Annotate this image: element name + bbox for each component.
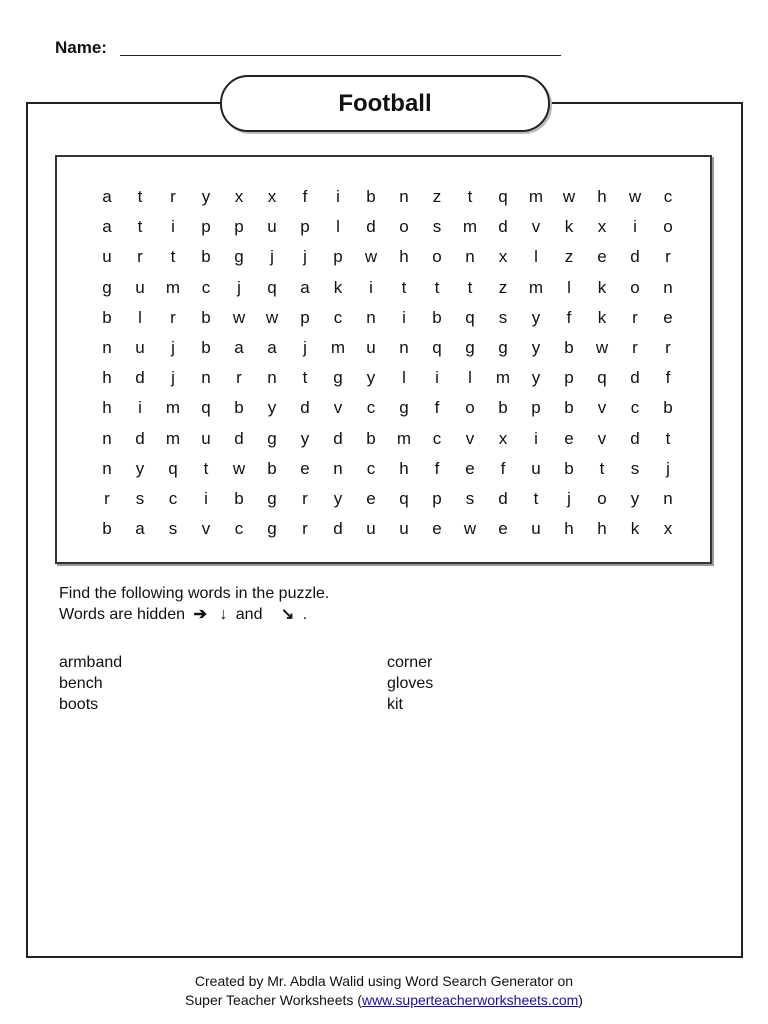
- grid-letter: j: [270, 247, 274, 267]
- grid-letter: q: [168, 458, 178, 478]
- grid-letter: l: [468, 368, 472, 388]
- footer-source-prefix: Super Teacher Worksheets (: [185, 992, 362, 1008]
- grid-letter: n: [102, 338, 112, 357]
- footer-credit: Created by Mr. Abdla Walid using Word Search Generator on: [194, 973, 574, 989]
- grid-letter: r: [236, 368, 242, 388]
- grid-letter: w: [265, 307, 279, 327]
- grid-letter: o: [597, 489, 607, 508]
- grid-letter: d: [630, 428, 640, 448]
- grid-letter: g: [102, 277, 112, 297]
- footer-source: [0, 991, 768, 1009]
- grid-letter: d: [234, 428, 244, 448]
- grid-letter: y: [630, 489, 640, 508]
- grid-letter: n: [102, 428, 112, 448]
- grid-letter: z: [564, 247, 574, 267]
- grid-letter: p: [234, 217, 244, 237]
- grid-letter: c: [234, 519, 244, 539]
- grid-letter: u: [366, 519, 376, 539]
- grid-letter: d: [498, 489, 508, 508]
- grid-letter: v: [597, 398, 607, 418]
- grid-letter: a: [300, 277, 310, 297]
- grid-letter: c: [168, 489, 178, 508]
- grid-letter: b: [564, 338, 574, 357]
- grid-letter: w: [364, 247, 378, 267]
- grid-letter: p: [564, 368, 574, 388]
- grid-letter: r: [170, 187, 176, 206]
- grid-letter: m: [528, 277, 544, 297]
- grid-letter: q: [465, 307, 475, 327]
- grid-letter: r: [302, 489, 308, 508]
- grid-letter: v: [333, 398, 343, 418]
- grid-letter: q: [399, 489, 409, 508]
- grid-letter: t: [137, 217, 143, 237]
- grid-letter: v: [597, 428, 607, 448]
- word-list-item: kit: [387, 696, 403, 713]
- grid-letter: l: [402, 368, 406, 388]
- grid-letter: c: [663, 187, 673, 206]
- grid-letter: u: [267, 217, 277, 237]
- grid-letter: c: [432, 428, 442, 448]
- grid-letter: n: [267, 368, 277, 388]
- word-list-item: armband: [59, 654, 123, 671]
- grid-letter: o: [630, 277, 640, 297]
- grid-letter: m: [165, 428, 181, 448]
- grid-letter: f: [665, 368, 671, 388]
- grid-letter: q: [201, 398, 211, 418]
- grid-letter: y: [531, 338, 541, 357]
- grid-letter: n: [399, 338, 409, 357]
- grid-letter: g: [234, 247, 244, 267]
- grid-letter: q: [267, 277, 277, 297]
- grid-letter: r: [137, 247, 143, 267]
- grid-letter: a: [102, 187, 112, 206]
- grid-letter: c: [366, 398, 376, 418]
- arrow-diagonal-icon: ↘: [280, 606, 295, 623]
- grid-letter: u: [399, 519, 409, 539]
- grid-letter: j: [171, 338, 175, 357]
- grid-letter: w: [595, 338, 609, 357]
- grid-letter: w: [232, 307, 246, 327]
- grid-letter: j: [237, 277, 241, 297]
- grid-letter: a: [267, 338, 277, 357]
- grid-letter: r: [104, 489, 110, 508]
- grid-letter: n: [201, 368, 211, 388]
- grid-letter: w: [232, 458, 246, 478]
- grid-letter: j: [567, 489, 571, 508]
- grid-letter: h: [399, 247, 409, 267]
- grid-letter: q: [597, 368, 607, 388]
- grid-letter: g: [333, 368, 343, 388]
- grid-letter: a: [234, 338, 244, 357]
- grid-letter: l: [534, 247, 538, 267]
- grid-letter: f: [434, 458, 440, 478]
- grid-letter: j: [666, 458, 670, 478]
- grid-letter: e: [432, 519, 442, 539]
- name-line: [120, 55, 561, 56]
- grid-letter: d: [333, 428, 343, 448]
- grid-letter: r: [632, 307, 638, 327]
- grid-letter: u: [135, 277, 145, 297]
- grid-letter: m: [495, 368, 511, 388]
- grid-letter: e: [366, 489, 376, 508]
- grid-letter: p: [333, 247, 343, 267]
- grid-letter: t: [302, 368, 308, 388]
- grid-letter: s: [168, 519, 178, 539]
- grid-letter: g: [267, 428, 277, 448]
- grid-letter: t: [599, 458, 605, 478]
- grid-letter: x: [234, 187, 244, 206]
- grid-letter: c: [366, 458, 376, 478]
- grid-letter: d: [498, 217, 508, 237]
- grid-letter: b: [432, 307, 442, 327]
- grid-letter: h: [102, 368, 112, 388]
- arrow-down-icon: ↓: [219, 606, 228, 623]
- grid-letter: b: [201, 338, 211, 357]
- grid-letter: d: [630, 247, 640, 267]
- grid-letter: g: [399, 398, 409, 418]
- grid-letter: i: [435, 368, 439, 388]
- grid-letter: i: [369, 277, 373, 297]
- grid-letter: m: [165, 398, 181, 418]
- grid-letter: h: [564, 519, 574, 539]
- footer-source-suffix: ): [578, 992, 583, 1008]
- grid-letter: v: [465, 428, 475, 448]
- grid-letter: e: [663, 307, 673, 327]
- grid-letter: b: [564, 398, 574, 418]
- grid-letter: g: [267, 489, 277, 508]
- grid-letter: s: [498, 307, 508, 327]
- grid-letter: y: [267, 398, 277, 418]
- grid-letter: e: [300, 458, 310, 478]
- grid-letter: x: [597, 217, 607, 237]
- grid-letter: i: [138, 398, 142, 418]
- grid-letter: o: [399, 217, 409, 237]
- grid-letter: u: [201, 428, 211, 448]
- grid-letter: f: [566, 307, 572, 327]
- grid-letter: y: [366, 368, 376, 388]
- grid-letter: g: [267, 519, 277, 539]
- grid-letter: i: [633, 217, 637, 237]
- word-list-item: bench: [59, 675, 103, 692]
- grid-letter: r: [302, 519, 308, 539]
- grid-letter: n: [663, 277, 673, 297]
- grid-letter: c: [201, 277, 211, 297]
- grid-letter: k: [597, 277, 607, 297]
- grid-letter: o: [465, 398, 475, 418]
- grid-letter: x: [663, 519, 673, 539]
- instructions-line2: [59, 605, 307, 625]
- grid-letter: y: [300, 428, 310, 448]
- grid-letter: s: [630, 458, 640, 478]
- grid-letter: w: [463, 519, 477, 539]
- grid-letter: o: [432, 247, 442, 267]
- grid-letter: t: [434, 277, 440, 297]
- grid-letter: a: [102, 217, 112, 237]
- grid-letter: p: [531, 398, 541, 418]
- page-title: Football: [338, 89, 432, 117]
- grid-letter: e: [498, 519, 508, 539]
- grid-letter: b: [234, 489, 244, 508]
- grid-letter: z: [432, 187, 442, 206]
- grid-letter: w: [628, 187, 642, 206]
- grid-letter: i: [204, 489, 208, 508]
- grid-letter: t: [137, 187, 143, 206]
- footer-link[interactable]: www.superteacherworksheets.com: [361, 992, 579, 1008]
- grid-letter: q: [498, 187, 508, 206]
- grid-letter: b: [201, 307, 211, 327]
- grid-letter: j: [303, 338, 307, 357]
- grid-letter: t: [203, 458, 209, 478]
- word-list-item: corner: [387, 654, 433, 671]
- grid-letter: h: [102, 398, 112, 418]
- grid-letter: m: [165, 277, 181, 297]
- grid-letter: b: [366, 187, 376, 206]
- grid-letter: m: [330, 338, 346, 357]
- grid-letter: o: [663, 217, 673, 237]
- grid-letter: w: [562, 187, 576, 206]
- grid-letter: t: [665, 428, 671, 448]
- instructions-period: .: [302, 606, 308, 623]
- grid-letter: t: [533, 489, 539, 508]
- grid-letter: y: [531, 307, 541, 327]
- grid-letter: d: [366, 217, 376, 237]
- grid-letter: n: [399, 187, 409, 206]
- grid-letter: b: [498, 398, 508, 418]
- grid-letter: k: [597, 307, 607, 327]
- grid-letter: m: [396, 428, 412, 448]
- grid-letter: p: [300, 307, 310, 327]
- grid-letter: g: [465, 338, 475, 357]
- grid-letter: e: [597, 247, 607, 267]
- grid-letter: s: [135, 489, 145, 508]
- grid-letter: u: [531, 519, 541, 539]
- grid-letter: g: [498, 338, 508, 357]
- grid-letter: x: [267, 187, 277, 206]
- grid-letter: i: [534, 428, 538, 448]
- title-banner: [220, 75, 550, 132]
- word-list-item: boots: [59, 696, 99, 713]
- grid-letter: m: [528, 187, 544, 206]
- grid-letter: u: [366, 338, 376, 357]
- grid-letter: p: [432, 489, 442, 508]
- grid-letter: u: [135, 338, 145, 357]
- grid-letter: n: [333, 458, 343, 478]
- grid-letter: c: [630, 398, 640, 418]
- grid-letter: x: [498, 247, 508, 267]
- word-list-item: gloves: [387, 675, 434, 692]
- grid-letter: x: [498, 428, 508, 448]
- grid-letter: z: [498, 277, 508, 297]
- grid-letter: d: [630, 368, 640, 388]
- instructions-line1: Find the following words in the puzzle.: [59, 585, 330, 602]
- grid-letter: t: [401, 277, 407, 297]
- instructions-and: and: [235, 606, 263, 623]
- grid-letter: m: [462, 217, 478, 237]
- grid-letter: b: [201, 247, 211, 267]
- grid-letter: t: [170, 247, 176, 267]
- grid-letter: j: [303, 247, 307, 267]
- grid-letter: h: [597, 187, 607, 206]
- name-label: Name:: [55, 38, 107, 57]
- grid-letter: y: [531, 368, 541, 388]
- grid-letter: i: [336, 187, 340, 206]
- grid-letter: e: [465, 458, 475, 478]
- grid-letter: c: [333, 307, 343, 327]
- grid-letter: h: [399, 458, 409, 478]
- grid-letter: y: [201, 187, 211, 206]
- grid-letter: d: [135, 368, 145, 388]
- grid-letter: d: [333, 519, 343, 539]
- grid-letter: r: [665, 338, 671, 357]
- grid-letter: b: [234, 398, 244, 418]
- grid-letter: n: [465, 247, 475, 267]
- letter-grid: [55, 155, 712, 564]
- grid-letter: y: [333, 489, 343, 508]
- grid-letter: e: [564, 428, 574, 448]
- grid-letter: h: [597, 519, 607, 539]
- grid-letter: v: [531, 217, 541, 237]
- grid-letter: d: [135, 428, 145, 448]
- grid-letter: l: [336, 217, 340, 237]
- grid-letter: k: [333, 277, 343, 297]
- grid-letter: b: [663, 398, 673, 418]
- grid-letter: d: [300, 398, 310, 418]
- grid-letter: s: [432, 217, 442, 237]
- grid-letter: t: [467, 187, 473, 206]
- grid-letter: y: [135, 458, 145, 478]
- grid-letter: n: [663, 489, 673, 508]
- grid-letter: u: [102, 247, 112, 267]
- grid-letter: b: [102, 307, 112, 327]
- grid-letter: k: [564, 217, 574, 237]
- grid-letter: b: [564, 458, 574, 478]
- grid-letter: t: [467, 277, 473, 297]
- grid-letter: n: [366, 307, 376, 327]
- grid-letter: k: [630, 519, 640, 539]
- grid-letter: b: [267, 458, 277, 478]
- grid-letter: u: [531, 458, 541, 478]
- grid-letter: s: [465, 489, 475, 508]
- grid-letter: r: [632, 338, 638, 357]
- grid-letter: r: [665, 247, 671, 267]
- grid-letter: f: [500, 458, 506, 478]
- grid-letter: i: [171, 217, 175, 237]
- grid-letter: p: [300, 217, 310, 237]
- grid-letter: f: [434, 398, 440, 418]
- grid-letter: b: [102, 519, 112, 539]
- grid-letter: i: [402, 307, 406, 327]
- grid-letter: b: [366, 428, 376, 448]
- grid-letter: n: [102, 458, 112, 478]
- instructions-prefix: Words are hidden: [59, 606, 185, 623]
- grid-letter: q: [432, 338, 442, 357]
- grid-letter: a: [135, 519, 145, 539]
- grid-letter: j: [171, 368, 175, 388]
- grid-letter: f: [302, 187, 308, 206]
- grid-letter: v: [201, 519, 211, 539]
- grid-letter: p: [201, 217, 211, 237]
- grid-letter: l: [138, 307, 142, 327]
- grid-letter: l: [567, 277, 571, 297]
- arrow-right-icon: ➔: [193, 606, 207, 623]
- grid-letter: r: [170, 307, 176, 327]
